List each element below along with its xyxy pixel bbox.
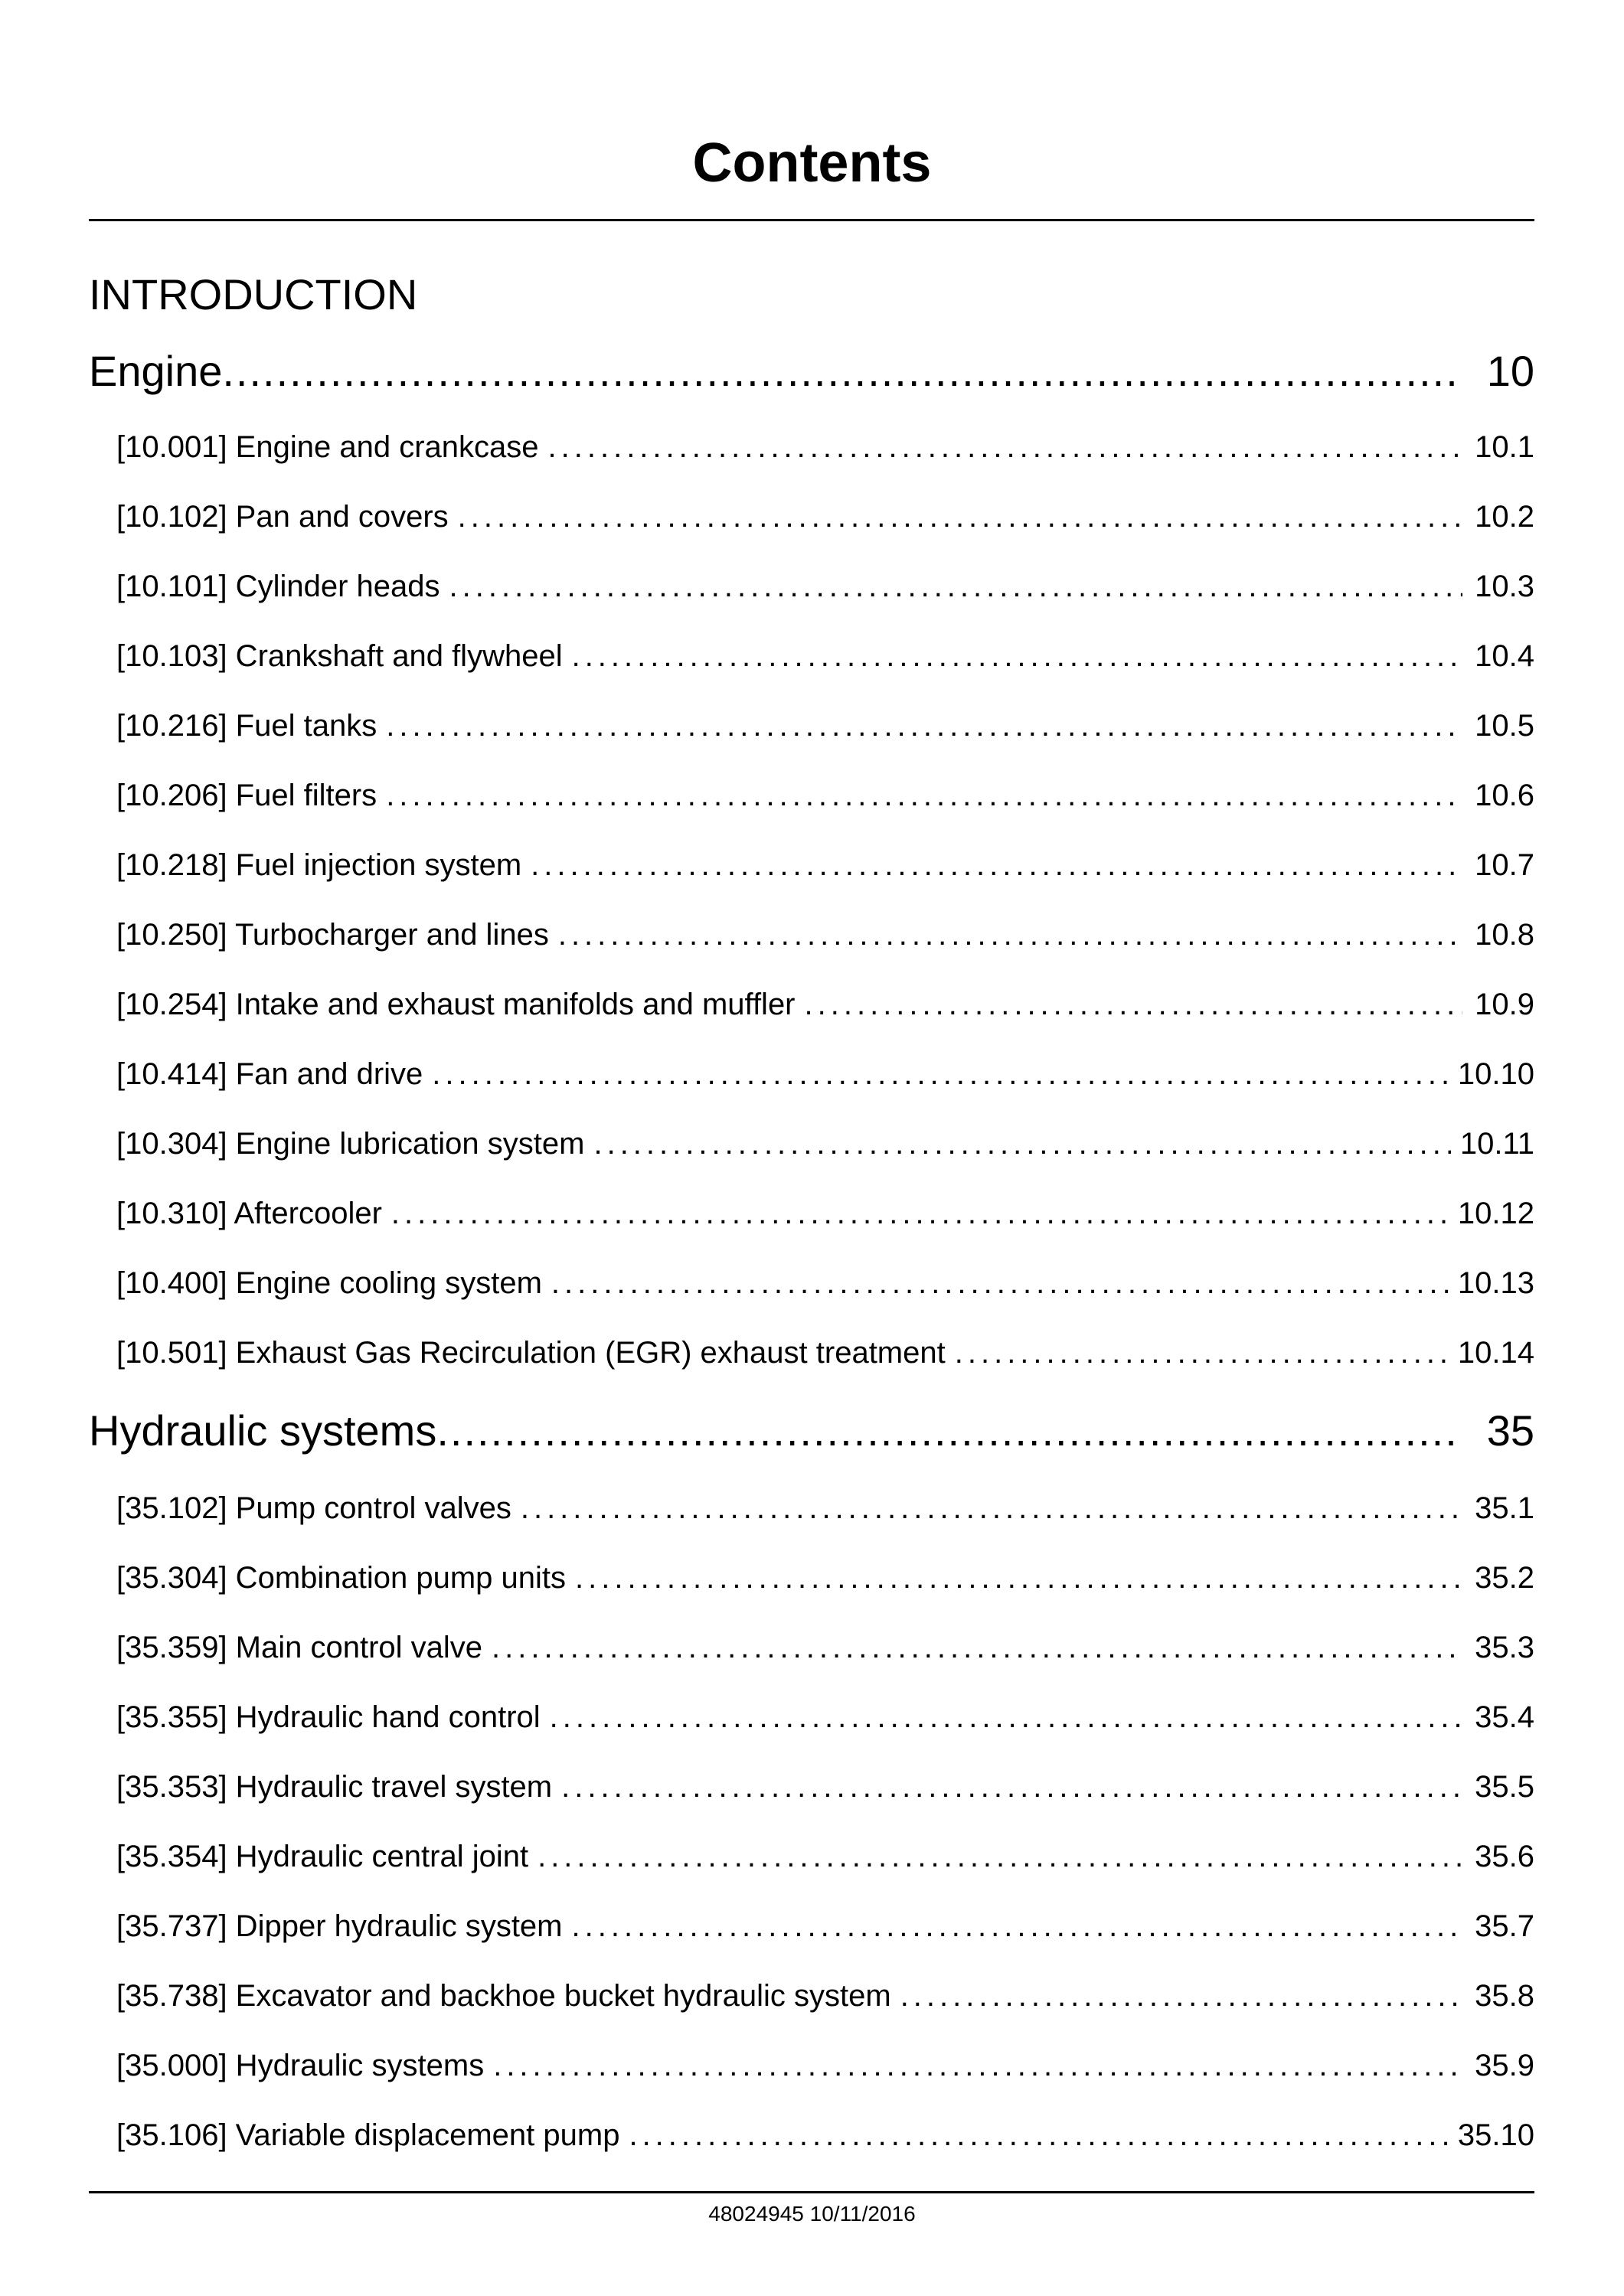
toc-item-label: [10.250] Turbocharger and lines — [116, 918, 549, 952]
toc-item-page: 35.5 — [1475, 1770, 1534, 1804]
toc-item-label: [35.304] Combination pump units — [116, 1561, 567, 1595]
toc-item-label: [35.106] Variable displacement pump — [116, 2118, 620, 2152]
toc-section-engine[interactable] — [0, 345, 1624, 398]
toc-item-label: [10.414] Fan and drive — [116, 1057, 423, 1091]
toc-item[interactable] — [0, 498, 1624, 536]
toc-item-page: 35.8 — [1475, 1979, 1534, 2013]
dot-leader — [558, 916, 1462, 954]
dot-leader — [572, 637, 1462, 675]
toc-item-page: 10.3 — [1475, 570, 1534, 603]
dot-leader — [386, 707, 1462, 745]
toc-section-hydraulic-systems[interactable] — [0, 1404, 1624, 1458]
toc-item[interactable] — [0, 1489, 1624, 1527]
dot-leader — [575, 1559, 1462, 1597]
toc-item-label: [35.359] Main control valve — [116, 1631, 483, 1664]
toc-section-label: Hydraulic systems — [89, 1406, 437, 1455]
toc-item-label: [10.400] Engine cooling system — [116, 1266, 542, 1300]
toc-item-label: [10.001] Engine and crankcase — [116, 430, 539, 464]
toc-item-label: [35.738] Excavator and backhoe bucket hydraulic system — [116, 1979, 891, 2013]
dot-leader — [955, 1334, 1449, 1372]
toc-item-page: 35.10 — [1457, 2118, 1534, 2152]
toc-item[interactable] — [0, 637, 1624, 675]
dot-leader — [493, 2046, 1462, 2085]
dot-leader — [391, 1194, 1449, 1233]
toc-item[interactable] — [0, 2046, 1624, 2085]
toc-item-label: [10.501] Exhaust Gas Recirculation (EGR) exhaust treatment — [116, 1336, 946, 1370]
toc-item[interactable] — [0, 1698, 1624, 1736]
toc-item-label: [10.218] Fuel injection system — [116, 848, 522, 882]
toc-item-label: [10.101] Cylinder heads — [116, 570, 440, 603]
dot-leader — [572, 1907, 1463, 1945]
toc-item-page: 10.10 — [1457, 1057, 1534, 1091]
toc-item-page: 10.12 — [1457, 1197, 1534, 1230]
dot-leader — [449, 567, 1463, 606]
toc-item-label: [35.353] Hydraulic travel system — [116, 1770, 553, 1804]
toc-item-label: [10.310] Aftercooler — [116, 1197, 382, 1230]
toc-item-label: [10.102] Pan and covers — [116, 500, 449, 534]
dot-leader — [550, 1698, 1462, 1736]
toc-section-page: 10 — [1486, 347, 1534, 395]
toc-item-label: [35.102] Pump control valves — [116, 1491, 511, 1525]
toc-item-page: 35.9 — [1475, 2049, 1534, 2082]
toc-item-page: 10.9 — [1475, 988, 1534, 1021]
dot-leader — [805, 985, 1462, 1024]
dot-leader — [548, 428, 1462, 466]
dot-leader — [561, 1768, 1462, 1806]
dot-leader — [629, 2116, 1448, 2154]
header-rule — [89, 219, 1534, 221]
toc-item[interactable] — [0, 567, 1624, 606]
toc-item[interactable] — [0, 1768, 1624, 1806]
toc-item-page: 35.4 — [1475, 1700, 1534, 1734]
toc-item-label: [35.000] Hydraulic systems — [116, 2049, 485, 2082]
toc-item-page: 35.3 — [1475, 1631, 1534, 1664]
dot-leader — [386, 776, 1462, 815]
toc-item-label: [35.737] Dipper hydraulic system — [116, 1909, 563, 1943]
dot-leader — [551, 1264, 1449, 1302]
dot-leader — [458, 498, 1462, 536]
toc-section-label: Engine — [89, 347, 223, 395]
toc-item-page: 10.8 — [1475, 918, 1534, 952]
dot-leader — [900, 1977, 1462, 2015]
toc-item-label: [10.254] Intake and exhaust manifolds and muffler — [116, 988, 796, 1021]
toc-item[interactable] — [0, 1907, 1624, 1945]
dot-leader — [593, 1125, 1450, 1163]
dot-leader — [436, 1404, 1461, 1458]
toc-item[interactable] — [0, 1559, 1624, 1597]
page-title: Contents — [692, 132, 932, 194]
dot-leader — [521, 1489, 1462, 1527]
toc-item[interactable] — [0, 846, 1624, 884]
toc-item[interactable] — [0, 1628, 1624, 1667]
toc-item-page: 10.11 — [1459, 1127, 1534, 1161]
toc-item-page: 35.2 — [1475, 1561, 1534, 1595]
toc-item-page: 10.13 — [1457, 1266, 1534, 1300]
toc-item-label: [10.103] Crankshaft and flywheel — [116, 639, 563, 673]
toc-item[interactable] — [0, 776, 1624, 815]
toc-item[interactable] — [0, 1055, 1624, 1093]
toc-item-page: 35.6 — [1475, 1840, 1534, 1873]
toc-item[interactable] — [0, 985, 1624, 1024]
toc-item[interactable] — [0, 428, 1624, 466]
intro-heading: INTRODUCTION — [89, 270, 418, 318]
toc-item-label: [10.206] Fuel filters — [116, 779, 377, 812]
footer-rule — [89, 2191, 1534, 2193]
toc-item[interactable] — [0, 1334, 1624, 1372]
toc-item[interactable] — [0, 1194, 1624, 1233]
toc-item-label: [10.216] Fuel tanks — [116, 709, 377, 743]
toc-item[interactable] — [0, 1125, 1624, 1163]
toc-item[interactable] — [0, 916, 1624, 954]
footer-doc-id: 48024945 10/11/2016 — [708, 2202, 916, 2226]
toc-item[interactable] — [0, 1837, 1624, 1876]
dot-leader — [538, 1837, 1462, 1876]
dot-leader — [531, 846, 1462, 884]
toc-section-page: 35 — [1486, 1406, 1534, 1455]
toc-item-page: 35.7 — [1475, 1909, 1534, 1943]
toc-item-page: 10.14 — [1457, 1336, 1534, 1370]
toc-item-page: 10.7 — [1475, 848, 1534, 882]
toc-item-page: 10.6 — [1475, 779, 1534, 812]
dot-leader — [432, 1055, 1449, 1093]
toc-item-label: [35.355] Hydraulic hand control — [116, 1700, 541, 1734]
toc-item[interactable] — [0, 707, 1624, 745]
dot-leader — [492, 1628, 1462, 1667]
toc-item-page: 10.1 — [1475, 430, 1534, 464]
toc-item[interactable] — [0, 1977, 1624, 2015]
toc-item-label: [35.354] Hydraulic central joint — [116, 1840, 529, 1873]
toc-item-page: 10.2 — [1475, 500, 1534, 534]
toc-item-page: 35.1 — [1475, 1491, 1534, 1525]
toc-item-label: [10.304] Engine lubrication system — [116, 1127, 585, 1161]
toc-item-page: 10.4 — [1475, 639, 1534, 673]
toc-item[interactable] — [0, 2116, 1624, 2154]
dot-leader — [222, 345, 1461, 398]
toc-item[interactable] — [0, 1264, 1624, 1302]
toc-item-page: 10.5 — [1475, 709, 1534, 743]
